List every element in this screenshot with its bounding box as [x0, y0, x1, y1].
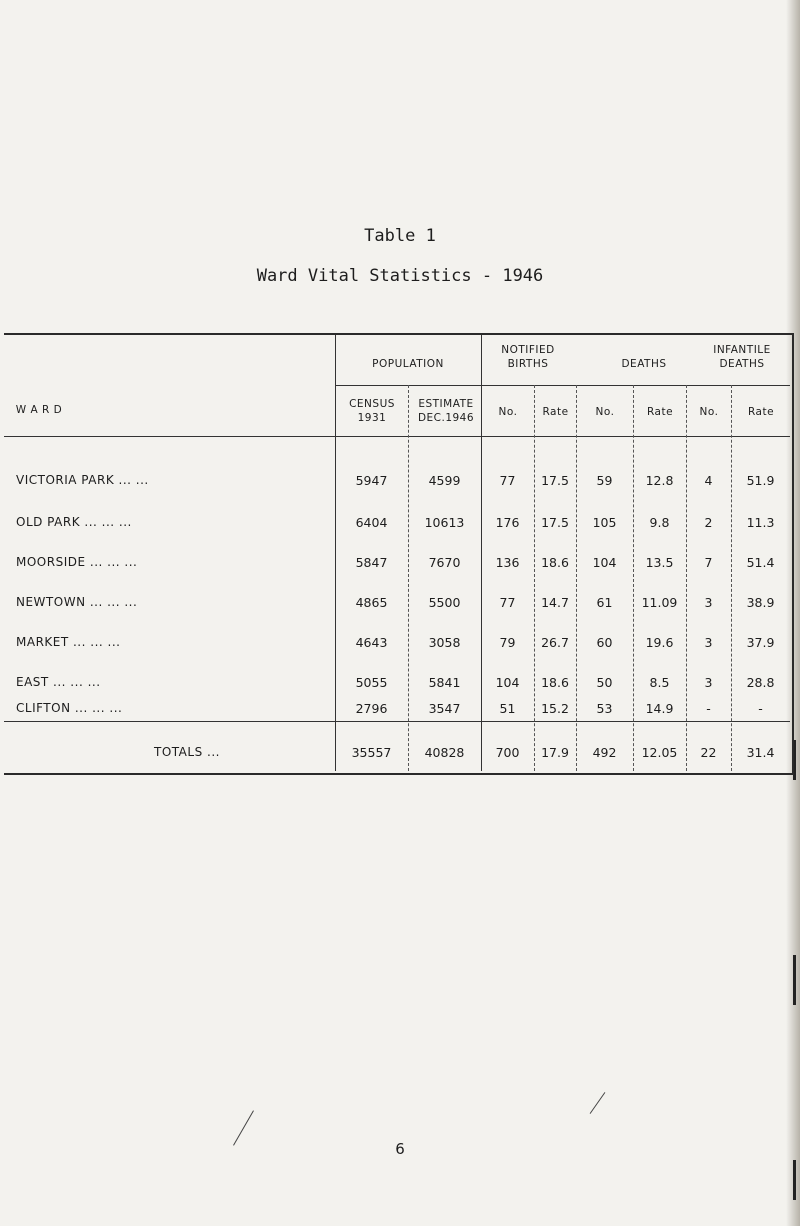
ward-name: MARKET ... ... ... [16, 635, 121, 649]
births-rate-value: 26.7 [541, 635, 569, 650]
deaths-no-value: 60 [596, 635, 613, 650]
header-divider [335, 385, 790, 386]
census-value: 5947 [355, 473, 388, 488]
inf-no-total: 22 [700, 745, 717, 760]
inf-rate-value: 51.9 [746, 473, 775, 488]
estimate-value: 5500 [428, 595, 461, 610]
ward-header: W A R D [15, 404, 63, 416]
ward-name: OLD PARK ... ... ... [16, 515, 132, 529]
census-value: 4865 [355, 595, 388, 610]
inf-no-value: 3 [704, 635, 713, 650]
ward-name: MOORSIDE ... ... ... [16, 555, 138, 569]
deaths-no-header: No. [595, 406, 615, 418]
deaths-rate-value: 19.6 [645, 635, 674, 650]
births-no-value: 136 [495, 555, 520, 570]
deaths-no-value: 50 [596, 675, 613, 690]
estimate-value: 3058 [428, 635, 461, 650]
population-header: POPULATION [372, 358, 444, 370]
births-rate-value: 17.5 [541, 473, 569, 488]
estimate-value: 5841 [428, 675, 461, 690]
deaths-rate-value: 8.5 [649, 675, 670, 690]
births-no-value: 77 [499, 595, 516, 610]
pencil-mark [590, 1092, 606, 1114]
ward-name: NEWTOWN ... ... ... [16, 595, 138, 609]
births-no-value: 79 [499, 635, 516, 650]
deaths-rate-value: 9.8 [649, 515, 670, 530]
deaths-rate-value: 13.5 [645, 555, 674, 570]
inf-no-value: 7 [704, 555, 713, 570]
totals-divider [4, 721, 790, 722]
binding-mark [793, 955, 796, 1005]
deaths-rate-header: Rate [646, 406, 674, 418]
deaths-no-value: 61 [596, 595, 613, 610]
inf-rate-total: 31.4 [746, 745, 775, 760]
estimate-value: 4599 [428, 473, 461, 488]
births-rate-header: Rate [542, 406, 569, 418]
births-rate-value: 18.6 [541, 555, 569, 570]
census-header: CENSUS 1931 [349, 398, 395, 424]
births-no-header: No. [498, 406, 518, 418]
deaths-rate-value: 14.9 [645, 701, 674, 716]
inf-no-value: 3 [704, 675, 713, 690]
estimate-value: 7670 [428, 555, 461, 570]
deaths-no-value: 104 [592, 555, 617, 570]
infantile-header: INFANTILE DEATHS [713, 344, 771, 370]
deaths-no-value: 53 [596, 701, 613, 716]
inf-no-value: 3 [704, 595, 713, 610]
inf-rate-value: 51.4 [746, 555, 775, 570]
births-no-value: 77 [499, 473, 516, 488]
ward-name: EAST ... ... ... [16, 675, 101, 689]
births-no-value: 104 [495, 675, 520, 690]
deaths-rate-value: 12.8 [645, 473, 674, 488]
births-no-value: 51 [499, 701, 516, 716]
inf-no-value: - [706, 701, 711, 716]
deaths-no-value: 59 [596, 473, 613, 488]
inf-rate-value: 38.9 [746, 595, 775, 610]
totals-label: TOTALS ... [154, 745, 220, 759]
estimate-value: 3547 [428, 701, 461, 716]
births-rate-value: 15.2 [541, 701, 569, 716]
ward-name: CLIFTON ... ... ... [16, 701, 123, 715]
page-number: 6 [395, 1140, 405, 1158]
births-rate-value: 14.7 [541, 595, 569, 610]
births-header: NOTIFIED BIRTHS [501, 344, 555, 370]
inf-no-header: No. [699, 406, 719, 418]
census-value: 2796 [355, 701, 388, 716]
births-rate-value: 17.5 [541, 515, 569, 530]
census-value: 6404 [355, 515, 388, 530]
estimate-header: ESTIMATE DEC.1946 [417, 398, 475, 424]
births-no-value: 176 [495, 515, 520, 530]
header-bottom-line [4, 436, 790, 437]
census-value: 4643 [355, 635, 388, 650]
ward-name: VICTORIA PARK ... ... [16, 473, 149, 487]
births-rate-value: 18.6 [541, 675, 569, 690]
table-subtitle: Ward Vital Statistics - 1946 [256, 266, 544, 286]
inf-rate-header: Rate [747, 406, 775, 418]
births-rate-total: 17.9 [541, 745, 569, 760]
census-value: 5055 [355, 675, 388, 690]
inf-rate-value: 11.3 [746, 515, 775, 530]
deaths-header: DEATHS [621, 358, 667, 370]
estimate-total: 40828 [424, 745, 465, 760]
inf-rate-value: 37.9 [746, 635, 775, 650]
deaths-rate-value: 11.09 [641, 595, 678, 610]
inf-no-value: 4 [704, 473, 713, 488]
births-no-total: 700 [495, 745, 520, 760]
inf-no-value: 2 [704, 515, 713, 530]
inf-rate-value: 28.8 [746, 675, 775, 690]
deaths-no-total: 492 [592, 745, 617, 760]
census-total: 35557 [351, 745, 392, 760]
ward-statistics-table [4, 333, 794, 775]
binding-mark [793, 1160, 796, 1200]
deaths-rate-total: 12.05 [641, 745, 678, 760]
census-value: 5847 [355, 555, 388, 570]
estimate-value: 10613 [424, 515, 465, 530]
table-title: Table 1 [364, 226, 436, 246]
deaths-no-value: 105 [592, 515, 617, 530]
inf-rate-value: - [758, 701, 763, 716]
